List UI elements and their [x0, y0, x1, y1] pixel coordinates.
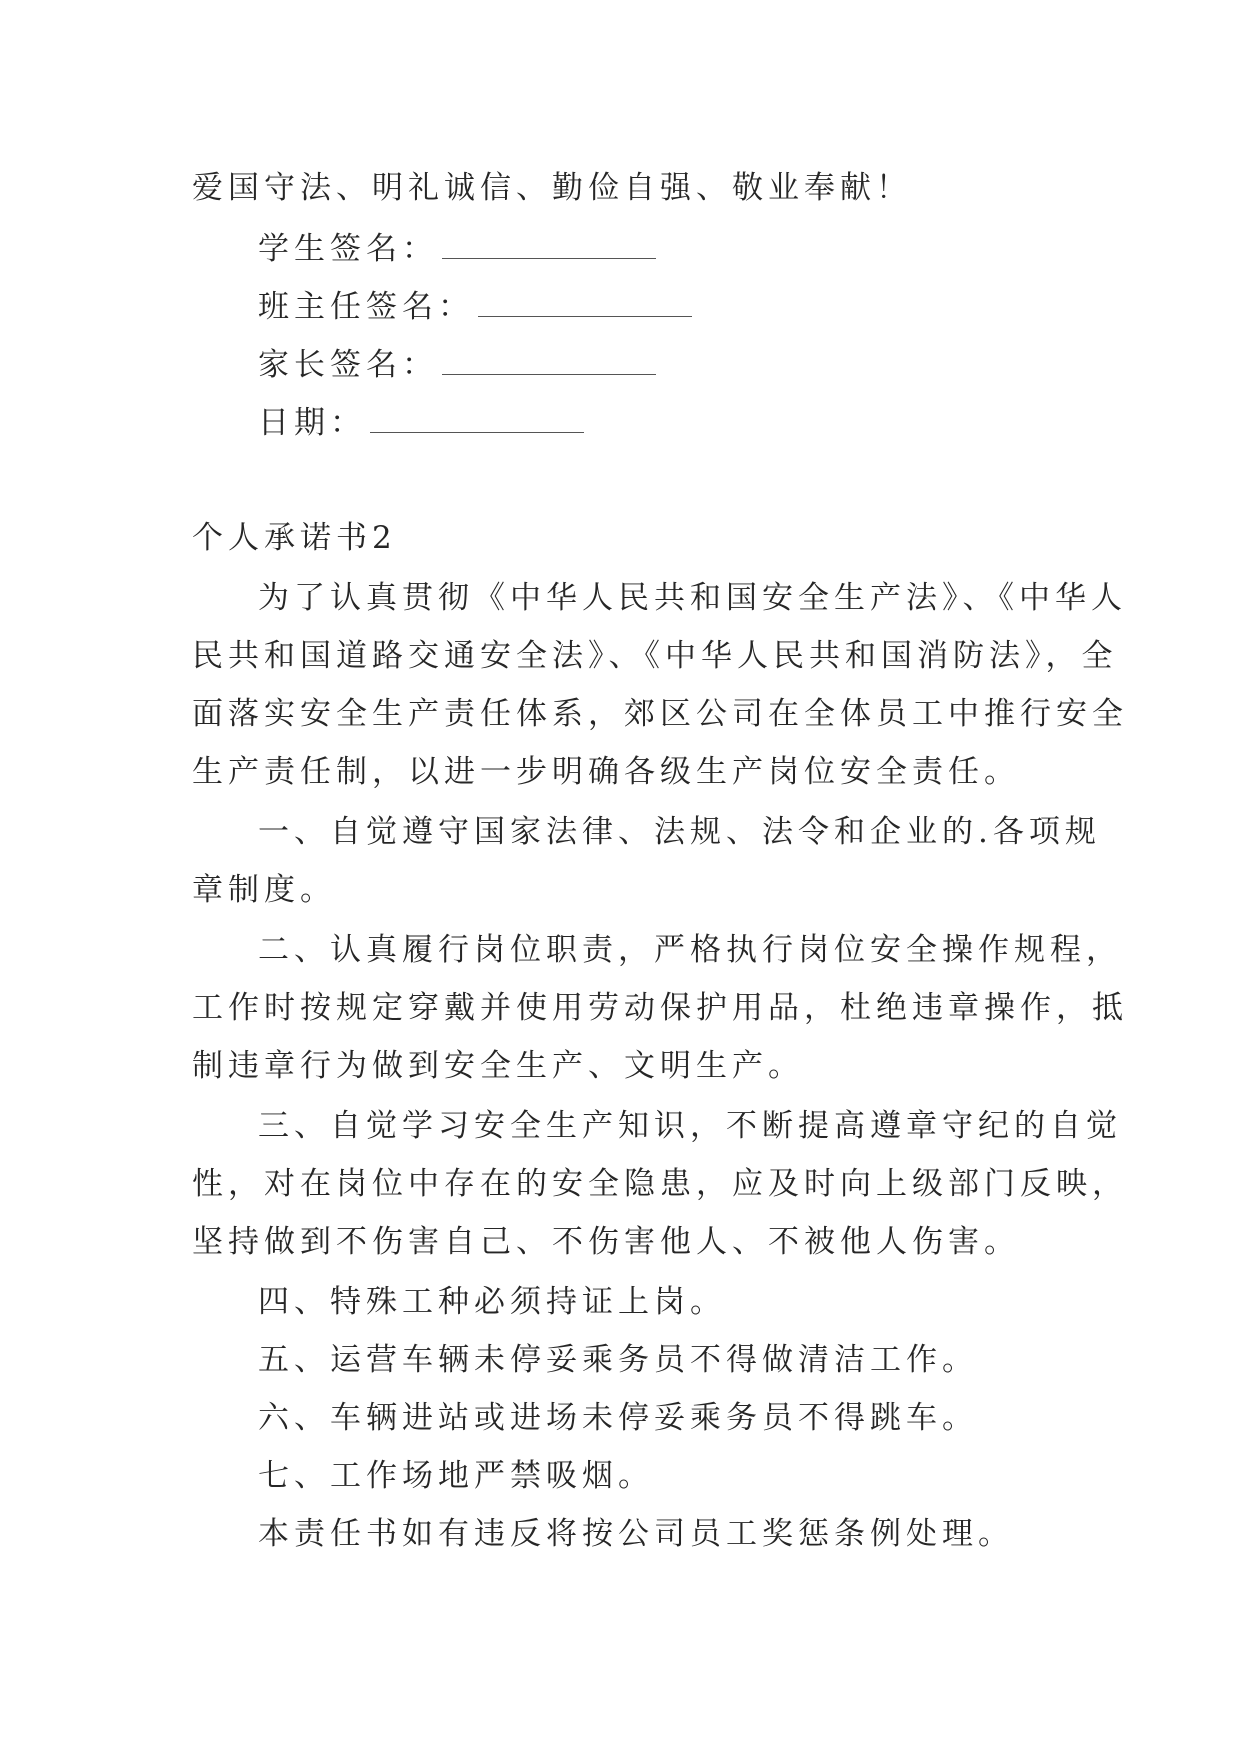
date-blank: [370, 402, 584, 433]
pledge2-closing: 本责任书如有违反将按公司员工奖惩条例处理。: [258, 1516, 1014, 1552]
pledge2-title: 个人承诺书2: [192, 520, 397, 556]
parent-signature-line: [258, 344, 656, 385]
teacher-signature-label: 班主任签名：: [258, 289, 474, 325]
parent-signature-label: 家长签名：: [258, 347, 438, 383]
item6: 六、车辆进站或进场未停妥乘务员不得跳车。: [258, 1400, 978, 1436]
item7: 七、工作场地严禁吸烟。: [258, 1458, 654, 1494]
student-signature-blank: [442, 228, 656, 259]
intro-line-1: 为了认真贯彻《中华人民共和国安全生产法》、《中华人: [258, 580, 1127, 616]
student-signature-label: 学生签名：: [258, 231, 438, 267]
teacher-signature-blank: [478, 286, 692, 317]
teacher-signature-line: [258, 286, 692, 327]
item5: 五、运营车辆未停妥乘务员不得做清洁工作。: [258, 1342, 978, 1378]
intro-line-3: 面落实安全生产责任体系，郊区公司在全体员工中推行安全: [192, 696, 1128, 732]
intro-line-2: 民共和国道路交通安全法》、《中华人民共和国消防法》，全: [192, 638, 1118, 674]
item2-line-2: 工作时按规定穿戴并使用劳动保护用品，杜绝违章操作，抵: [192, 990, 1128, 1026]
item1-line-2: 章制度。: [192, 872, 336, 908]
item2-line-1: 二、认真履行岗位职责，严格执行岗位安全操作规程，: [258, 932, 1122, 968]
item2-line-3: 制违章行为做到安全生产、文明生产。: [192, 1048, 804, 1084]
item3-line-1: 三、自觉学习安全生产知识，不断提高遵章守纪的自觉: [258, 1108, 1122, 1144]
item4: 四、特殊工种必须持证上岗。: [258, 1284, 726, 1320]
item3-line-3: 坚持做到不伤害自己、不伤害他人、不被他人伤害。: [192, 1224, 1020, 1260]
date-label: 日期：: [258, 405, 366, 441]
pledge1-closing: 爱国守法、明礼诚信、勤俭自强、敬业奉献！: [192, 170, 912, 206]
parent-signature-blank: [442, 344, 656, 375]
student-signature-line: [258, 228, 656, 269]
intro-line-4: 生产责任制，以进一步明确各级生产岗位安全责任。: [192, 754, 1020, 790]
date-line: [258, 402, 584, 443]
item3-line-2: 性，对在岗位中存在的安全隐患，应及时向上级部门反映，: [192, 1166, 1128, 1202]
item1-line-1: 一、自觉遵守国家法律、法规、法令和企业的.各项规: [258, 814, 1101, 850]
